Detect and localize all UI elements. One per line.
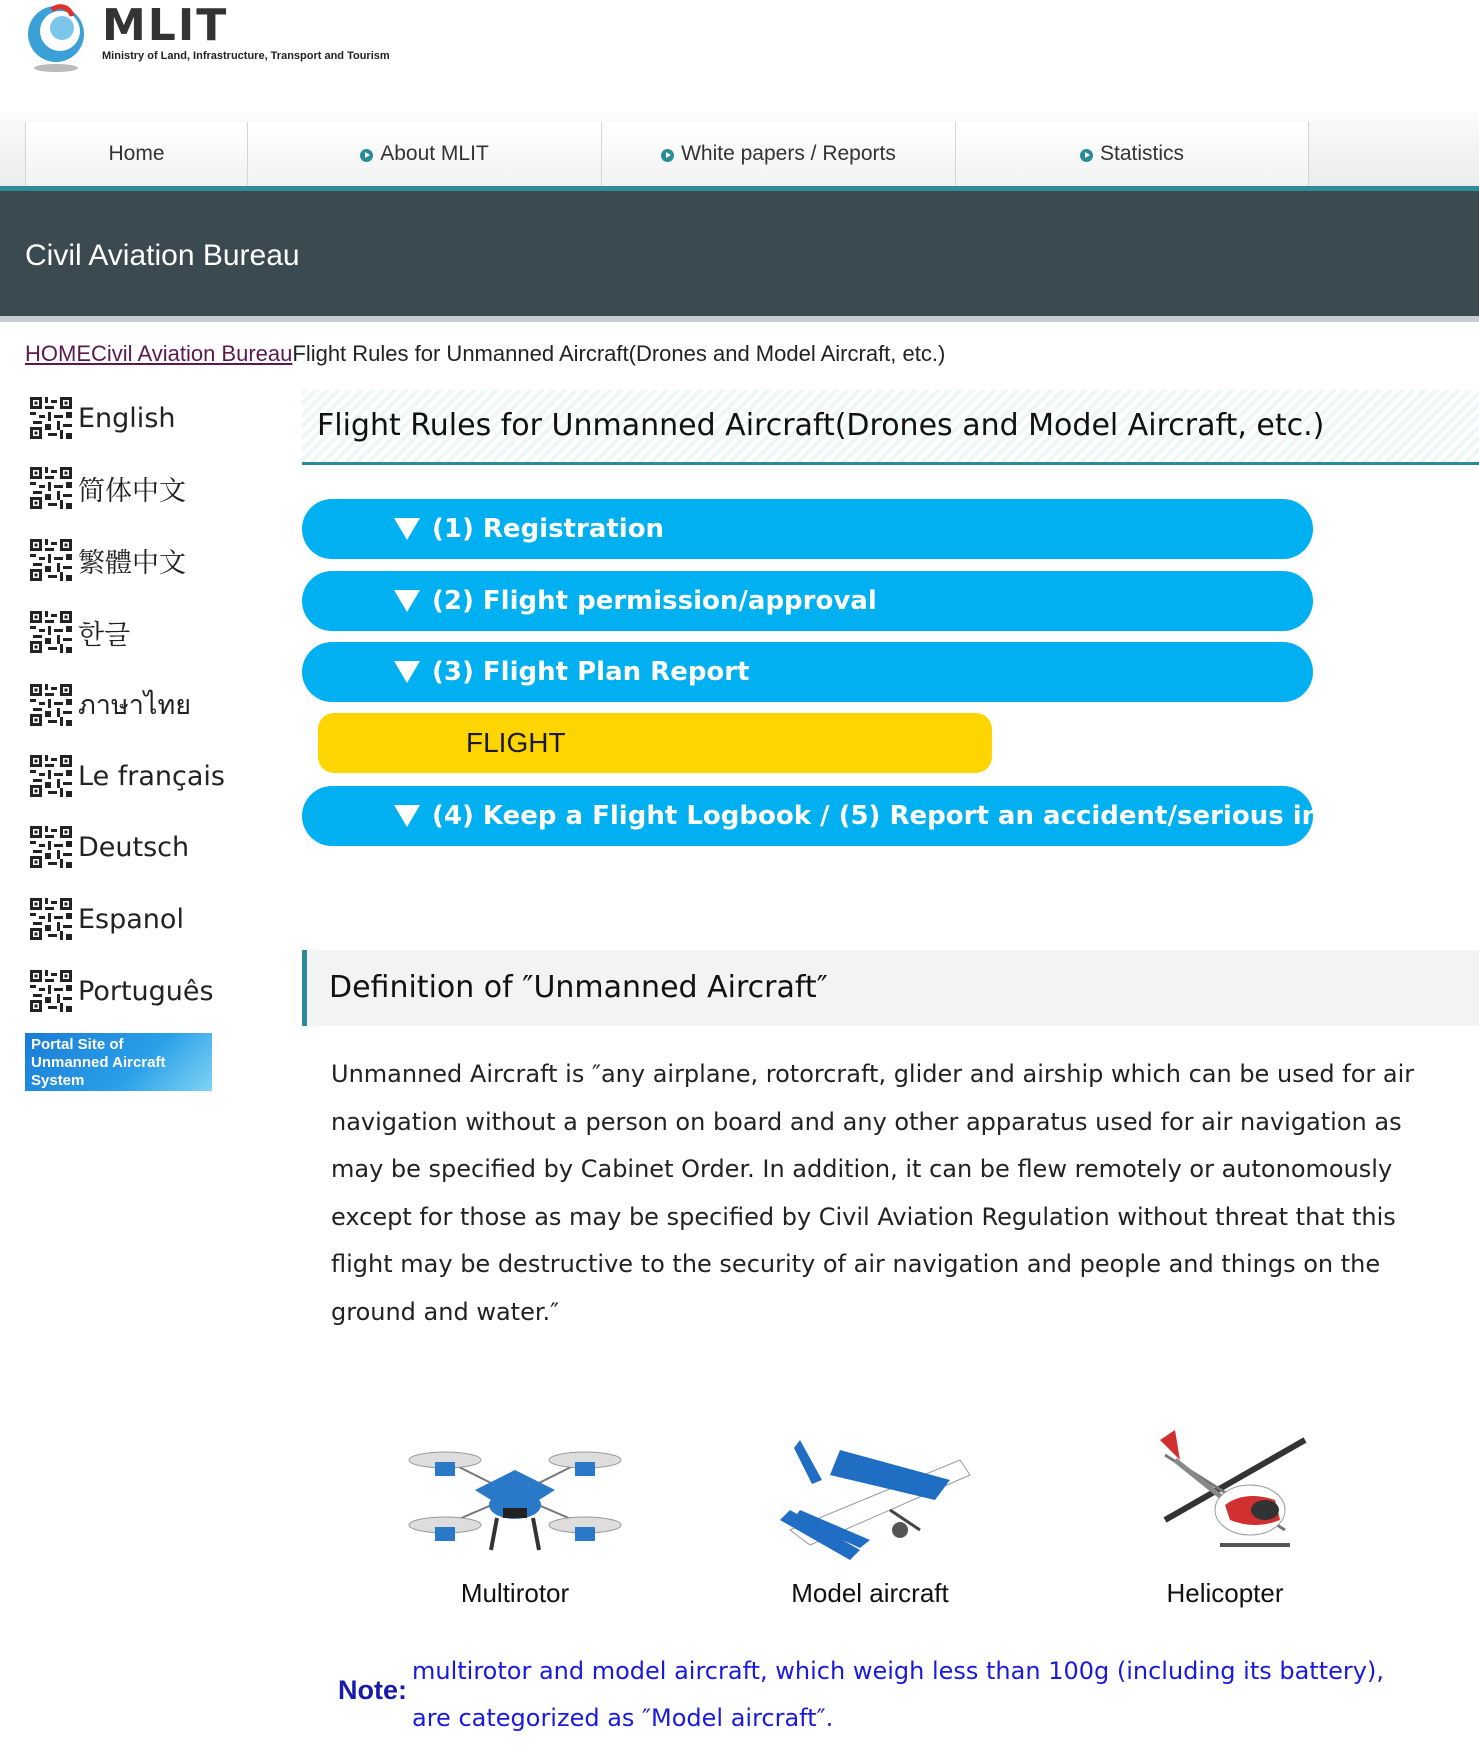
qr-code-icon: [30, 467, 72, 509]
breadcrumb-bureau[interactable]: Civil Aviation Bureau: [91, 341, 293, 366]
portal-line-1: Portal Site of: [31, 1036, 124, 1053]
logbook-button[interactable]: [302, 786, 1412, 846]
qr-code-icon: [30, 611, 72, 653]
triangle-down-icon: [394, 518, 420, 540]
lang-thai[interactable]: [30, 683, 191, 726]
flight-plan-label: (3) Flight Plan Report: [432, 657, 750, 687]
model-aircraft-icon: [760, 1420, 980, 1570]
page-title: Flight Rules for Unmanned Aircraft(Drones and Model Aircraft, etc.): [317, 408, 1325, 443]
definition-heading: Definition of ″Unmanned Aircraft″: [329, 970, 828, 1005]
model-aircraft-figure: [755, 1420, 985, 1609]
nav-home[interactable]: [25, 122, 247, 186]
triangle-down-icon: [394, 805, 420, 827]
registration-label: (1) Registration: [432, 514, 665, 544]
lang-english-label: English: [78, 402, 176, 434]
flight-button[interactable]: [318, 713, 992, 773]
logbook-label: (4) Keep a Flight Logbook / (5) Report an accident/serious incident: [432, 801, 1412, 831]
arrow-circle-icon: [1080, 149, 1093, 162]
lang-traditional-chinese[interactable]: [30, 539, 186, 581]
breadcrumb: [25, 341, 945, 367]
lang-german[interactable]: [30, 826, 189, 868]
qr-code-icon: [30, 539, 72, 581]
nav-statistics[interactable]: [955, 122, 1309, 186]
registration-button[interactable]: [302, 499, 1313, 559]
qr-code-icon: [30, 826, 72, 868]
lang-portuguese-label: Português: [78, 975, 214, 1007]
qr-code-icon: [30, 684, 72, 726]
definition-heading-bar: [302, 950, 1479, 1026]
flight-permission-label: (2) Flight permission/approval: [432, 586, 877, 616]
portal-line-3: System: [31, 1072, 85, 1089]
helicopter-icon: [1115, 1420, 1335, 1570]
lang-portuguese[interactable]: [30, 970, 214, 1012]
helicopter-figure: [1110, 1420, 1340, 1609]
nav-about[interactable]: [247, 122, 601, 186]
lang-french-label: Le français: [78, 760, 225, 792]
model-aircraft-label: Model aircraft: [791, 1578, 949, 1608]
arrow-circle-icon: [661, 149, 674, 162]
lang-traditional-chinese-label: 繁體中文: [78, 547, 186, 579]
arrow-circle-icon: [360, 149, 373, 162]
multirotor-label: Multirotor: [460, 1578, 570, 1608]
page-title-bar: [302, 390, 1479, 465]
flight-label: FLIGHT: [466, 727, 566, 758]
lang-english[interactable]: [30, 397, 176, 439]
portal-site-banner[interactable]: [25, 1033, 212, 1091]
lang-korean[interactable]: [30, 611, 130, 653]
lang-simplified-chinese[interactable]: [30, 467, 186, 509]
portal-line-2: Unmanned Aircraft: [31, 1054, 166, 1071]
lang-french[interactable]: [30, 755, 225, 797]
nav-about-label: About MLIT: [380, 142, 489, 165]
lang-spanish[interactable]: [30, 898, 184, 940]
logo-title: MLIT: [102, 0, 229, 51]
flight-permission-button[interactable]: [302, 571, 1313, 631]
lang-german-label: Deutsch: [78, 831, 190, 863]
mlit-logo-icon: [22, 4, 94, 76]
definition-text: Unmanned Aircraft is ″any airplane, rotorcraft, glider and airship which can be used for air navigation without a person on board and any other apparatus used for air navigation as may be specified by Cabinet Order. In addition, it can be flew remotely or autonomously except for those as may be specified by Civil Aviation Regulation without threat that this flight may be destructive to the security of air navigation and people and things on the ground and water.″: [331, 1060, 1415, 1326]
note-label: Note:: [338, 1675, 407, 1705]
lang-simplified-chinese-label: 简体中文: [78, 475, 186, 507]
multirotor-icon: [405, 1420, 625, 1570]
breadcrumb-home[interactable]: HOME: [25, 341, 91, 366]
nav-white-papers[interactable]: [601, 122, 955, 186]
note-text: multirotor and model aircraft, which weigh less than 100g (including its battery), are categorized as ″Model aircraft″.: [412, 1657, 1384, 1732]
nav-white-papers-label: White papers / Reports: [681, 142, 896, 165]
qr-code-icon: [30, 970, 72, 1012]
triangle-down-icon: [394, 661, 420, 683]
multirotor-figure: [400, 1420, 630, 1609]
site-header: [0, 0, 1479, 113]
bureau-title: Civil Aviation Bureau: [25, 239, 300, 272]
logo-subtitle: Ministry of Land, Infrastructure, Transport and Tourism: [102, 50, 390, 62]
qr-code-icon: [30, 898, 72, 940]
nav-home-label: Home: [108, 142, 165, 165]
global-nav: [0, 112, 1479, 191]
lang-spanish-label: Espanol: [78, 903, 184, 935]
bureau-banner: [0, 191, 1479, 322]
triangle-down-icon: [394, 590, 420, 612]
helicopter-label: Helicopter: [1166, 1578, 1284, 1608]
lang-korean-label: 한글: [78, 619, 131, 651]
lang-thai-label: ภาษาไทย: [78, 690, 192, 721]
qr-code-icon: [30, 397, 72, 439]
breadcrumb-current: Flight Rules for Unmanned Aircraft(Drones and Model Aircraft, etc.): [292, 341, 946, 366]
nav-statistics-label: Statistics: [1099, 142, 1185, 165]
flight-plan-button[interactable]: [302, 642, 1313, 702]
qr-code-icon: [30, 755, 72, 797]
